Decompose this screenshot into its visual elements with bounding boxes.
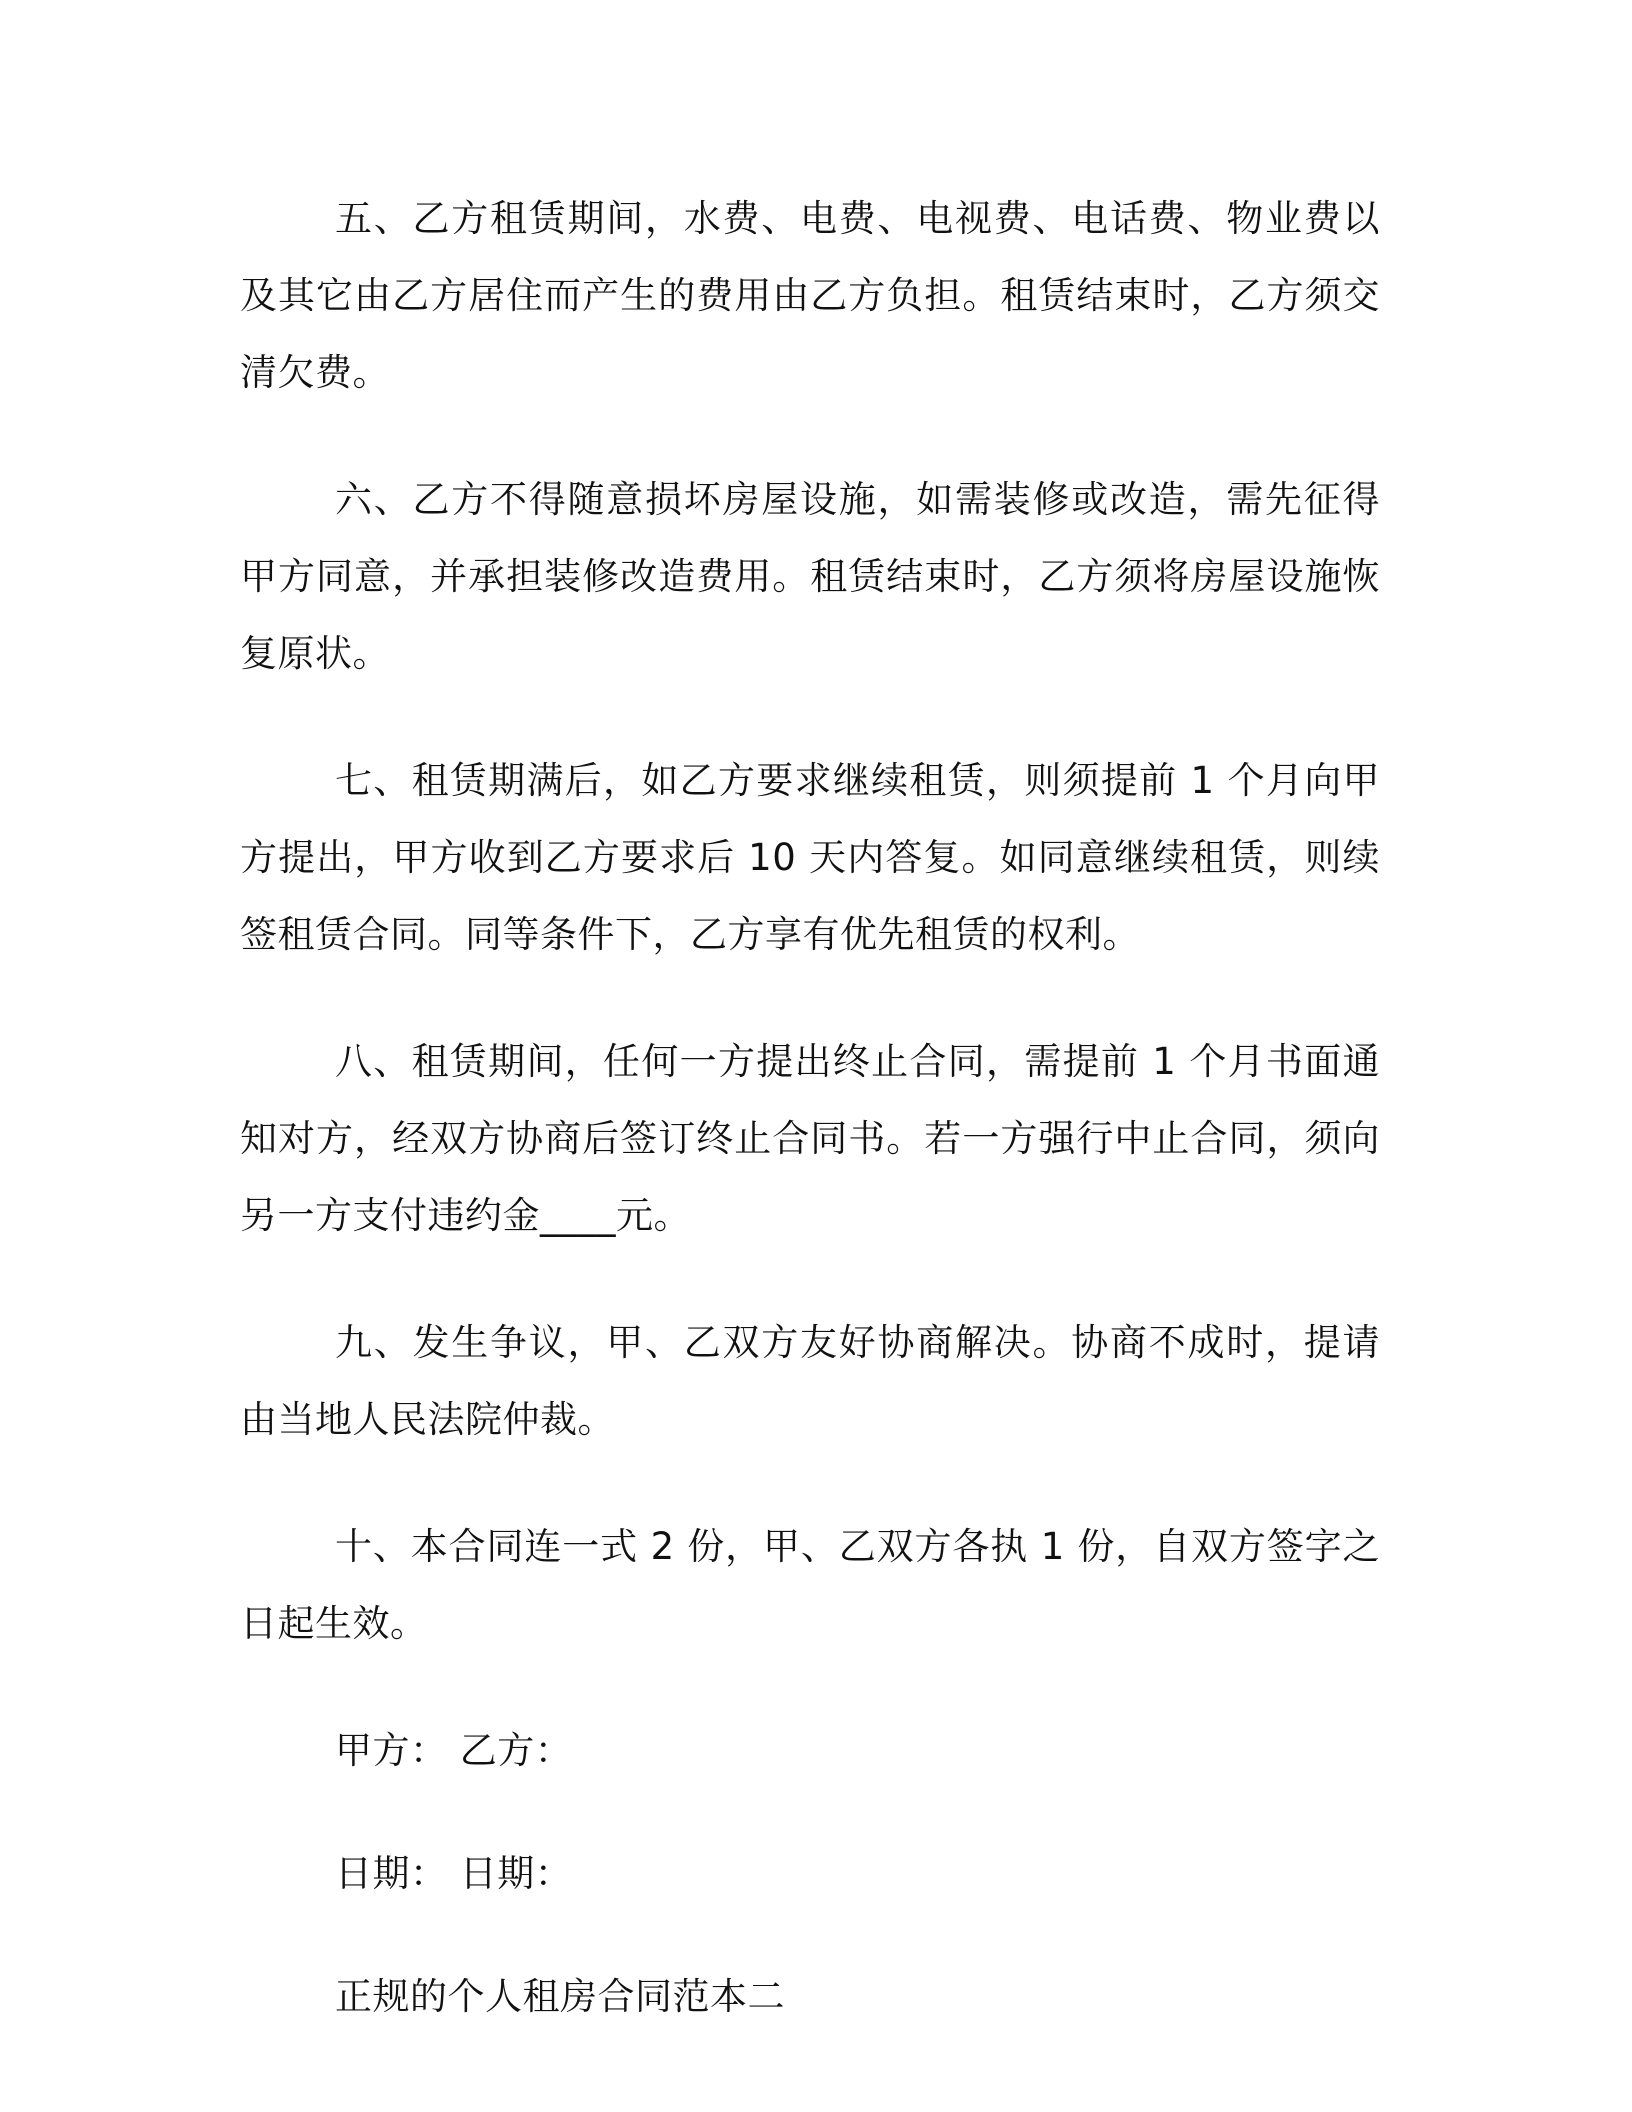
clause-10: 十、本合同连一式 2 份，甲、乙双方各执 1 份，自双方签字之日起生效。 <box>240 1525 1380 1645</box>
clause-9: 九、发生争议，甲、乙双方友好协商解决。协商不成时，提请由当地人民法院仲裁。 <box>240 1321 1380 1441</box>
clause-7: 七、租赁期满后，如乙方要求继续租赁，则须提前 1 个月向甲方提出，甲方收到乙方要求后 10 天内答复。如同意继续租赁，则续签租赁合同。同等条件下，乙方享有优先租赁的权利。 <box>240 759 1380 956</box>
clause-6: 六、乙方不得随意损坏房屋设施，如需装修或改造，需先征得甲方同意，并承担装修改造费用。租赁结束时，乙方须将房屋设施恢复原状。 <box>240 478 1380 675</box>
date-line: 日期： 日期： <box>335 1852 573 1895</box>
clause-5: 五、乙方租赁期间，水费、电费、电视费、电话费、物业费以及其它由乙方居住而产生的费用由乙方负担。租赁结束时，乙方须交清欠费。 <box>240 197 1380 394</box>
next-section-title: 正规的个人租房合同范本二 <box>335 1975 785 2018</box>
clause-8: 八、租赁期间，任何一方提出终止合同，需提前 1 个月书面通知对方，经双方协商后签订终止合同书。若一方强行中止合同，须向另一方支付违约金____元。 <box>240 1040 1380 1237</box>
document-body <box>240 180 1380 2081</box>
signature-line: 甲方： 乙方： <box>335 1729 573 1772</box>
